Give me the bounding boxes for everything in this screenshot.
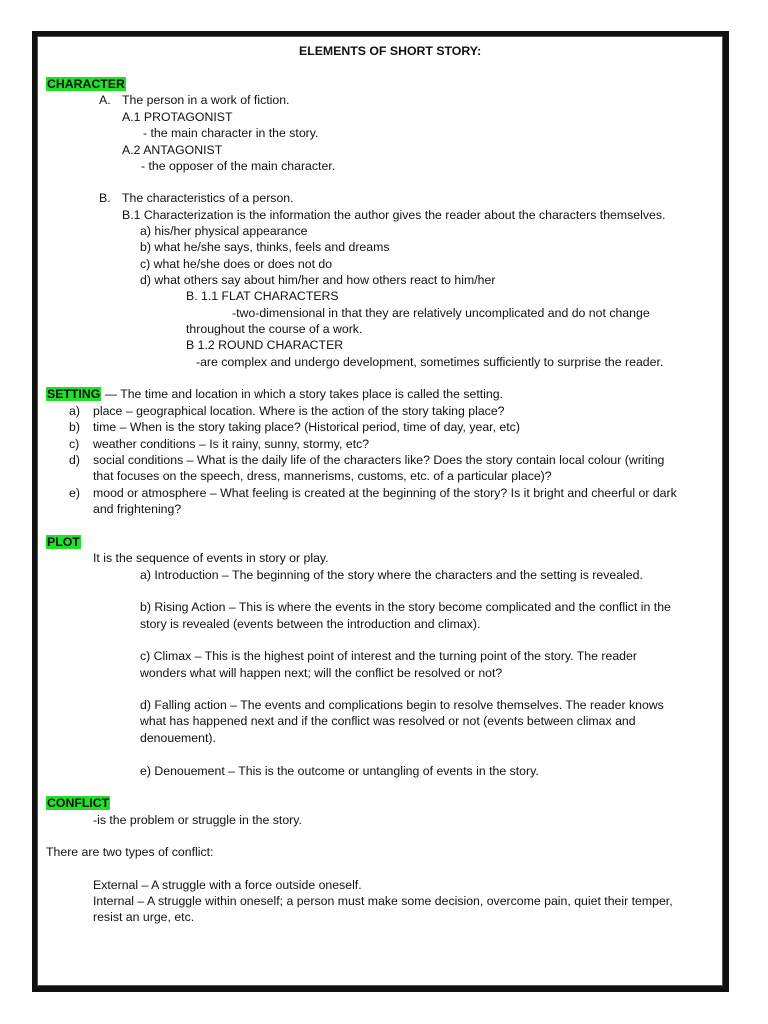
setting-item-c-text: weather conditions – Is it rainy, sunny, stormy, etc? bbox=[93, 437, 370, 451]
conflict-internal-1: Internal – A struggle within oneself; a person must make some decision, overcome pain, quiet their temper, bbox=[93, 894, 673, 908]
plot-denouement: e) Denouement – This is the outcome or untangling of events in the story. bbox=[140, 764, 539, 778]
plot-introduction: a) Introduction – The beginning of the story where the characters and the setting is revealed. bbox=[140, 568, 643, 582]
plot-climax-2: wonders what will happen next; will the conflict be resolved or not? bbox=[140, 666, 503, 680]
characterization-item-c: c) what he/she does or does not do bbox=[140, 257, 333, 271]
setting-item-c-marker: c) bbox=[69, 437, 80, 451]
setting-item-b-text: time – When is the story taking place? (Historical period, time of day, year, etc) bbox=[93, 420, 520, 434]
characterization-item-b: b) what he/she says, thinks, feels and dreams bbox=[140, 240, 390, 254]
plot-falling-action-3: denouement). bbox=[140, 731, 216, 745]
setting-item-e-text-2: and frightening? bbox=[93, 502, 182, 516]
plot-falling-action-2: what has happened next and if the conflict was resolved or not (events between climax and bbox=[140, 714, 636, 728]
flat-characters-text-2: throughout the course of a work. bbox=[186, 322, 363, 336]
characterization-item-a: a) his/her physical appearance bbox=[140, 224, 308, 238]
plot-section bbox=[46, 534, 81, 550]
conflict-types-intro: There are two types of conflict: bbox=[46, 845, 214, 859]
conflict-definition: -is the problem or struggle in the story. bbox=[93, 813, 302, 827]
antagonist-text: - the opposer of the main character. bbox=[141, 159, 336, 173]
setting-item-b-marker: b) bbox=[69, 420, 80, 434]
characterization-text: B.1 Characterization is the information the author gives the reader about the characters themselves. bbox=[122, 208, 666, 222]
setting-section bbox=[46, 386, 503, 402]
document-title: ELEMENTS OF SHORT STORY: bbox=[299, 44, 482, 58]
plot-climax-1: c) Climax – This is the highest point of interest and the turning point of the story. The reader bbox=[140, 649, 637, 663]
character-a-marker: A. bbox=[99, 93, 111, 107]
setting-item-a-marker: a) bbox=[69, 404, 80, 418]
setting-heading: SETTING bbox=[47, 387, 101, 401]
setting-intro: — The time and location in which a story takes place is called the setting. bbox=[101, 387, 503, 401]
plot-intro: It is the sequence of events in story or play. bbox=[93, 551, 329, 565]
characterization-item-d: d) what others say about him/her and how others react to him/her bbox=[140, 273, 496, 287]
character-b-marker: B. bbox=[99, 191, 111, 205]
plot-rising-action-1: b) Rising Action – This is where the events in the story become complicated and the conflict in the bbox=[140, 600, 671, 614]
setting-item-e-marker: e) bbox=[69, 486, 80, 500]
round-character-label: B 1.2 ROUND CHARACTER bbox=[186, 338, 344, 352]
setting-item-e-text-1: mood or atmosphere – What feeling is created at the beginning of the story? Is it bright and cheerful or dark bbox=[93, 486, 677, 500]
protagonist-label: A.1 PROTAGONIST bbox=[122, 110, 233, 124]
conflict-external: External – A struggle with a force outside oneself. bbox=[93, 878, 362, 892]
character-b-text: The characteristics of a person. bbox=[122, 191, 294, 205]
conflict-internal-2: resist an urge, etc. bbox=[93, 910, 195, 924]
character-a-text: The person in a work of fiction. bbox=[122, 93, 290, 107]
setting-item-d-text-1: social conditions – What is the daily life of the characters like? Does the story contain local colour (writing bbox=[93, 453, 665, 467]
antagonist-label: A.2 ANTAGONIST bbox=[122, 143, 223, 157]
round-character-text: -are complex and undergo development, sometimes sufficiently to surprise the reader. bbox=[196, 355, 664, 369]
flat-characters-text-1: -two-dimensional in that they are relatively uncomplicated and do not change bbox=[232, 306, 650, 320]
protagonist-text: - the main character in the story. bbox=[143, 126, 319, 140]
character-heading: CHARACTER bbox=[47, 77, 125, 91]
plot-rising-action-2: story is revealed (events between the introduction and climax). bbox=[140, 617, 481, 631]
setting-item-d-text-2: that focuses on the speech, dress, mannerisms, customs, etc. of a particular place)? bbox=[93, 469, 552, 483]
character-section bbox=[46, 76, 126, 92]
flat-characters-label: B. 1.1 FLAT CHARACTERS bbox=[186, 289, 339, 303]
conflict-heading: CONFLICT bbox=[47, 796, 110, 810]
setting-item-d-marker: d) bbox=[69, 453, 80, 467]
conflict-section bbox=[46, 795, 110, 811]
plot-falling-action-1: d) Falling action – The events and complications begin to resolve themselves. The reader knows bbox=[140, 698, 664, 712]
setting-item-a-text: place – geographical location. Where is the action of the story taking place? bbox=[93, 404, 505, 418]
plot-heading: PLOT bbox=[47, 535, 80, 549]
